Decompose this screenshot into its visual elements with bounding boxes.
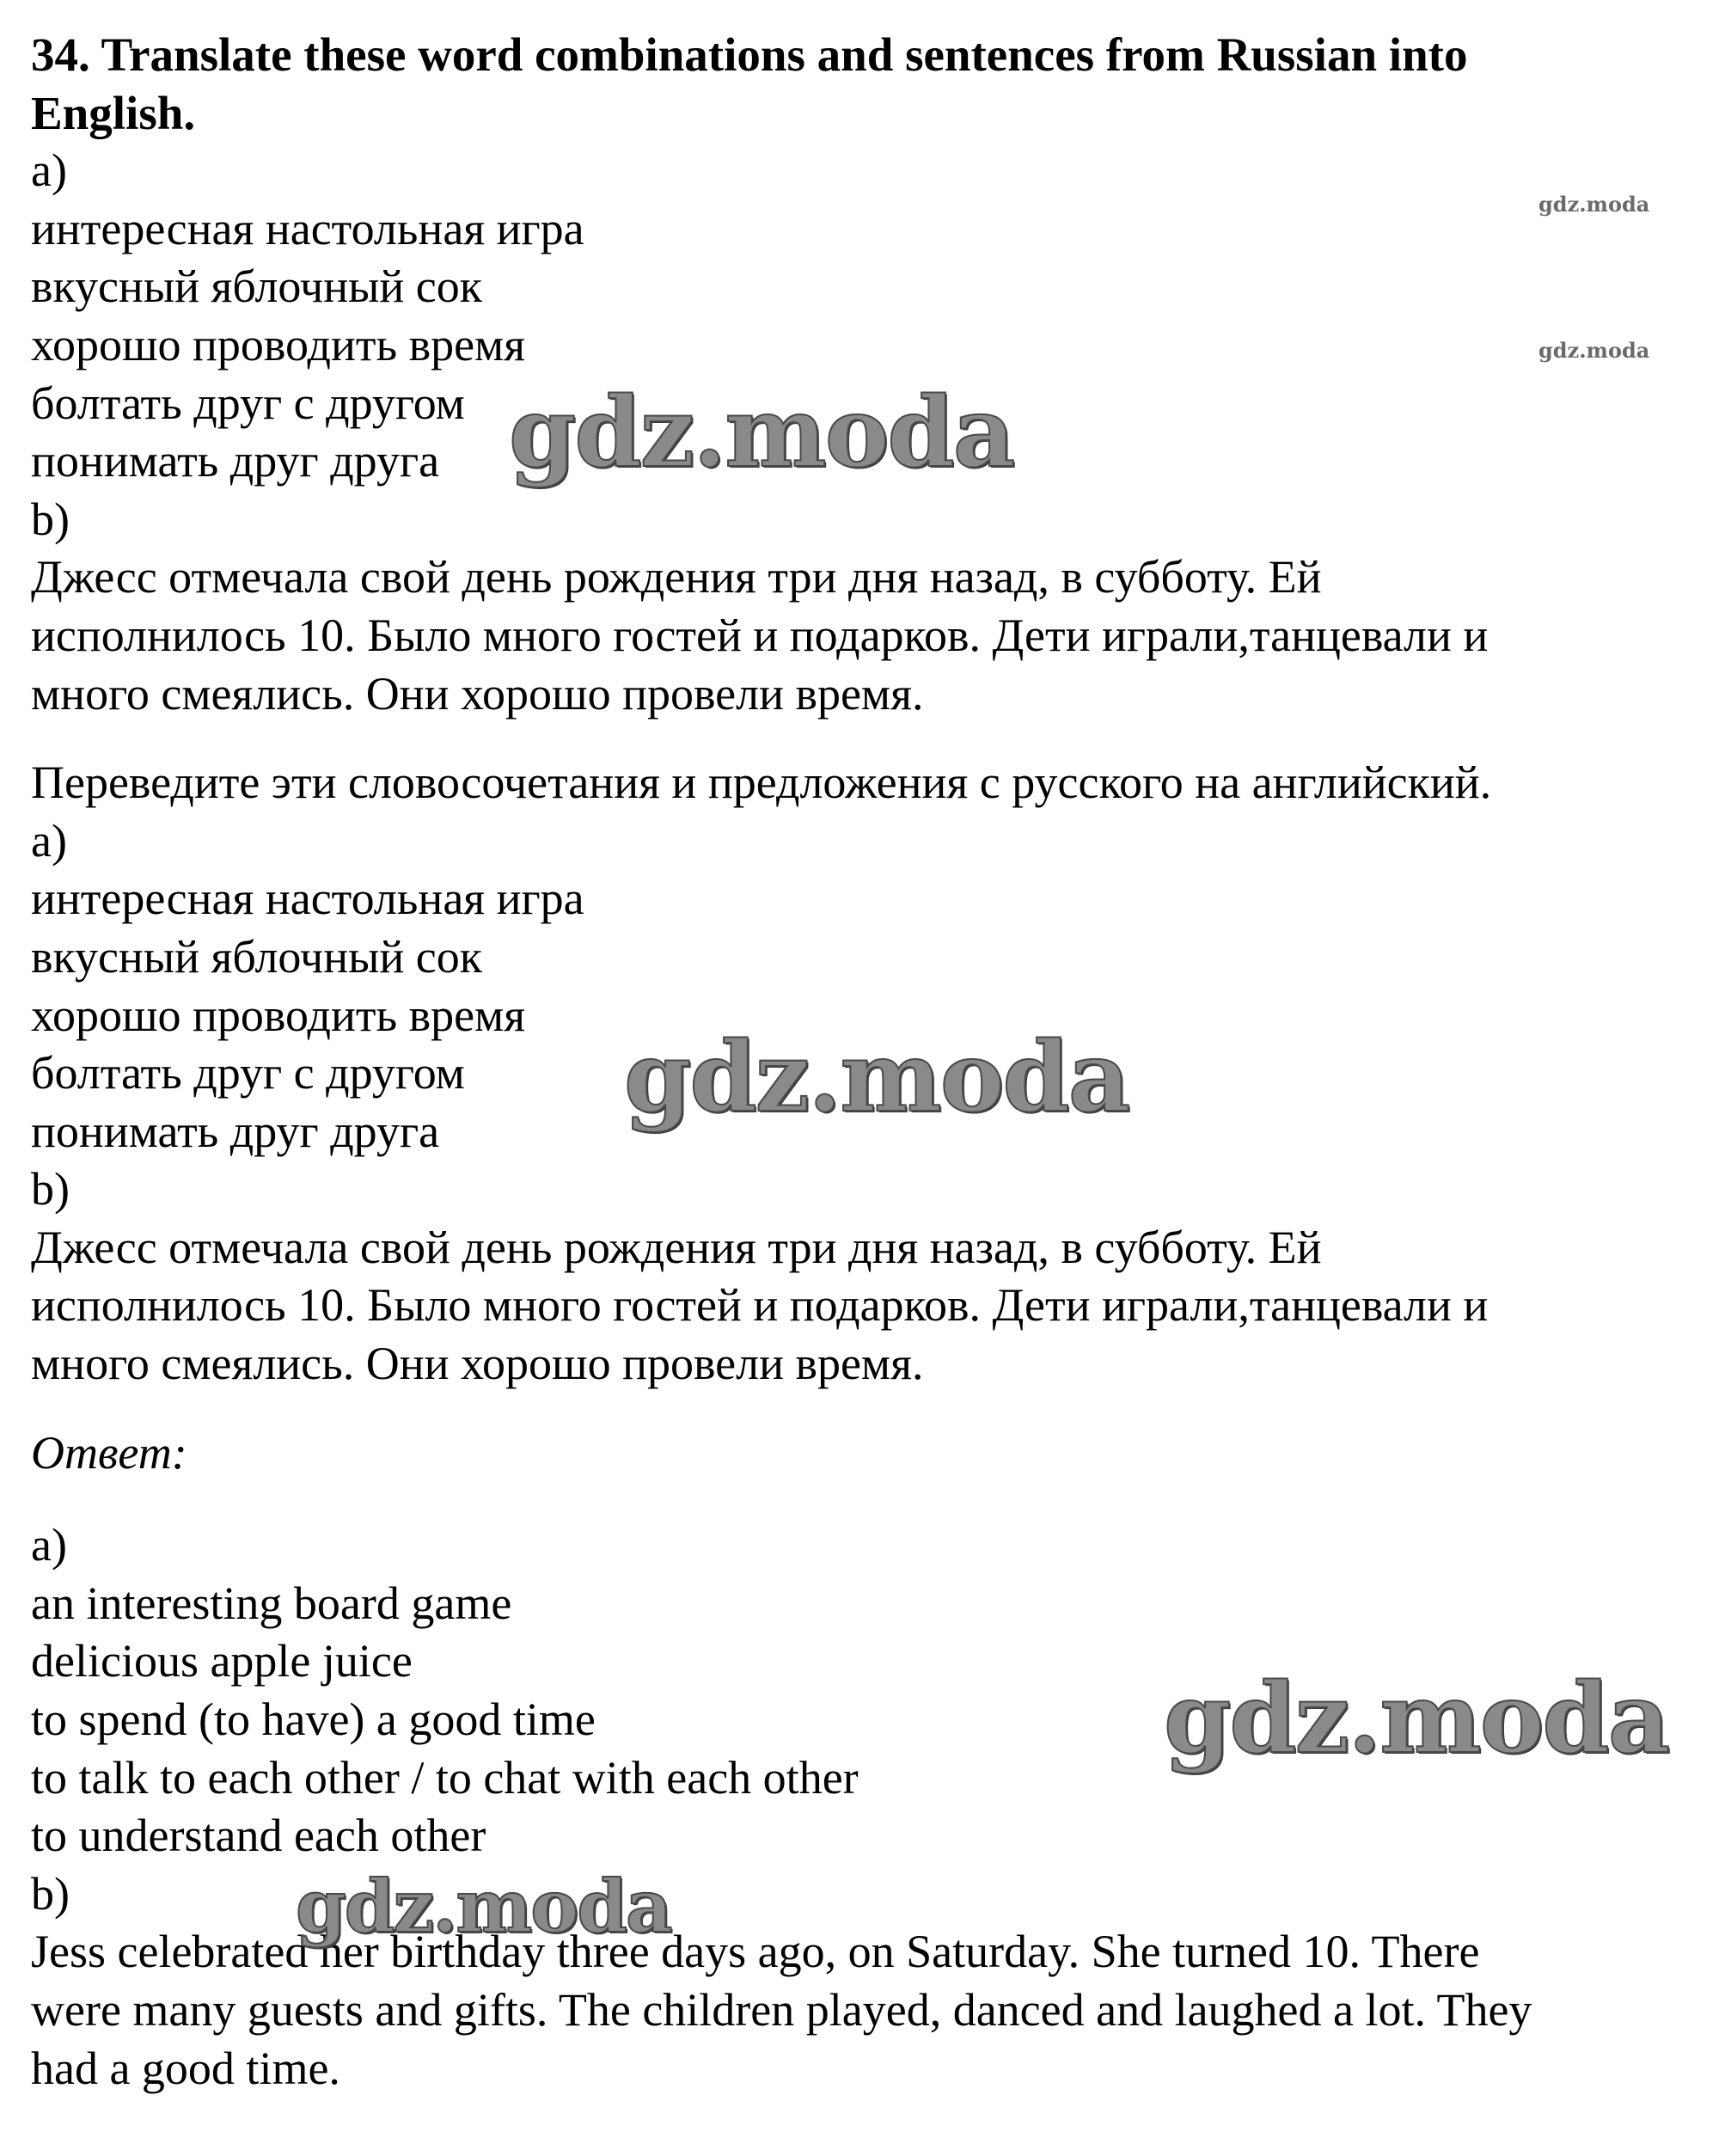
watermark-small: gdz.moda bbox=[1538, 338, 1650, 363]
translation-part-a-item: интересная настольная игра bbox=[31, 873, 584, 925]
answer-part-a-item: an interesting board game bbox=[31, 1577, 512, 1629]
translation-part-a-item: хорошо проводить время bbox=[31, 989, 526, 1041]
watermark-small: gdz.moda bbox=[1538, 192, 1650, 217]
translation-part-b-line: исполнилось 10. Было много гостей и подарков. Дети играли,танцевали и bbox=[31, 1279, 1489, 1332]
task-title-line-1: 34. Translate these word combinations and sentences from Russian into bbox=[31, 28, 1468, 81]
task-part-b-line: Джесс отмечала свой день рождения три дня назад, в субботу. Ей bbox=[31, 551, 1322, 603]
translation-part-b-line: Джесс отмечала свой день рождения три дня назад, в субботу. Ей bbox=[31, 1221, 1322, 1273]
translation-part-b-label: b) bbox=[31, 1163, 70, 1216]
section-gap bbox=[31, 723, 1707, 754]
task-part-a-item: интересная настольная игра bbox=[31, 202, 584, 254]
translation-part-a-item: понимать друг друга bbox=[31, 1105, 440, 1157]
task-part-a-label: a) bbox=[31, 144, 67, 197]
watermark-large: gdz.moda bbox=[509, 377, 1014, 489]
answer-part-b-line: had a good time. bbox=[31, 2042, 340, 2094]
translation-part-a-item: вкусный яблочный сок bbox=[31, 930, 482, 983]
task-title-line-2: English. bbox=[31, 86, 196, 139]
section-gap bbox=[31, 1393, 1707, 1424]
task-part-b-line: много смеялись. Они хорошо провели время. bbox=[31, 667, 924, 720]
watermark-medium: gdz.moda bbox=[296, 1864, 671, 1949]
translation-instruction: Переведите эти словосочетания и предложения с русского на английский. bbox=[31, 756, 1492, 809]
answer-part-b-line: Jess celebrated her birthday three days ago, on Saturday. She turned 10. There bbox=[31, 1926, 1480, 1978]
task-part-b-label: b) bbox=[31, 493, 70, 545]
answer-label: Ответ: bbox=[31, 1426, 187, 1479]
task-part-a-item: хорошо проводить время bbox=[31, 318, 526, 371]
answer-part-b-label: b) bbox=[31, 1867, 70, 1920]
section-gap bbox=[31, 1482, 1707, 1516]
answer-part-b-line: were many guests and gifts. The children played, danced and laughed a lot. They bbox=[31, 1984, 1532, 2036]
answer-part-a-label: a) bbox=[31, 1519, 67, 1571]
task-part-a-item: понимать друг друга bbox=[31, 435, 440, 487]
answer-part-a-item: to talk to each other / to chat with each other bbox=[31, 1751, 859, 1804]
watermark-large: gdz.moda bbox=[1164, 1663, 1669, 1775]
answer-part-a-item: to understand each other bbox=[31, 1810, 486, 1862]
watermark-large: gdz.moda bbox=[624, 1021, 1129, 1134]
task-part-b-line: исполнилось 10. Было много гостей и подарков. Дети играли,танцевали и bbox=[31, 609, 1489, 661]
translation-part-a-label: a) bbox=[31, 814, 67, 867]
answer-part-a-item: to spend (to have) a good time bbox=[31, 1694, 596, 1746]
answer-part-a-item: delicious apple juice bbox=[31, 1635, 413, 1687]
translation-part-b-line: много смеялись. Они хорошо провели время. bbox=[31, 1338, 924, 1390]
translation-part-a-item: болтать друг с другом bbox=[31, 1047, 465, 1099]
task-part-a-item: болтать друг с другом bbox=[31, 377, 465, 429]
task-part-a-item: вкусный яблочный сок bbox=[31, 260, 482, 313]
